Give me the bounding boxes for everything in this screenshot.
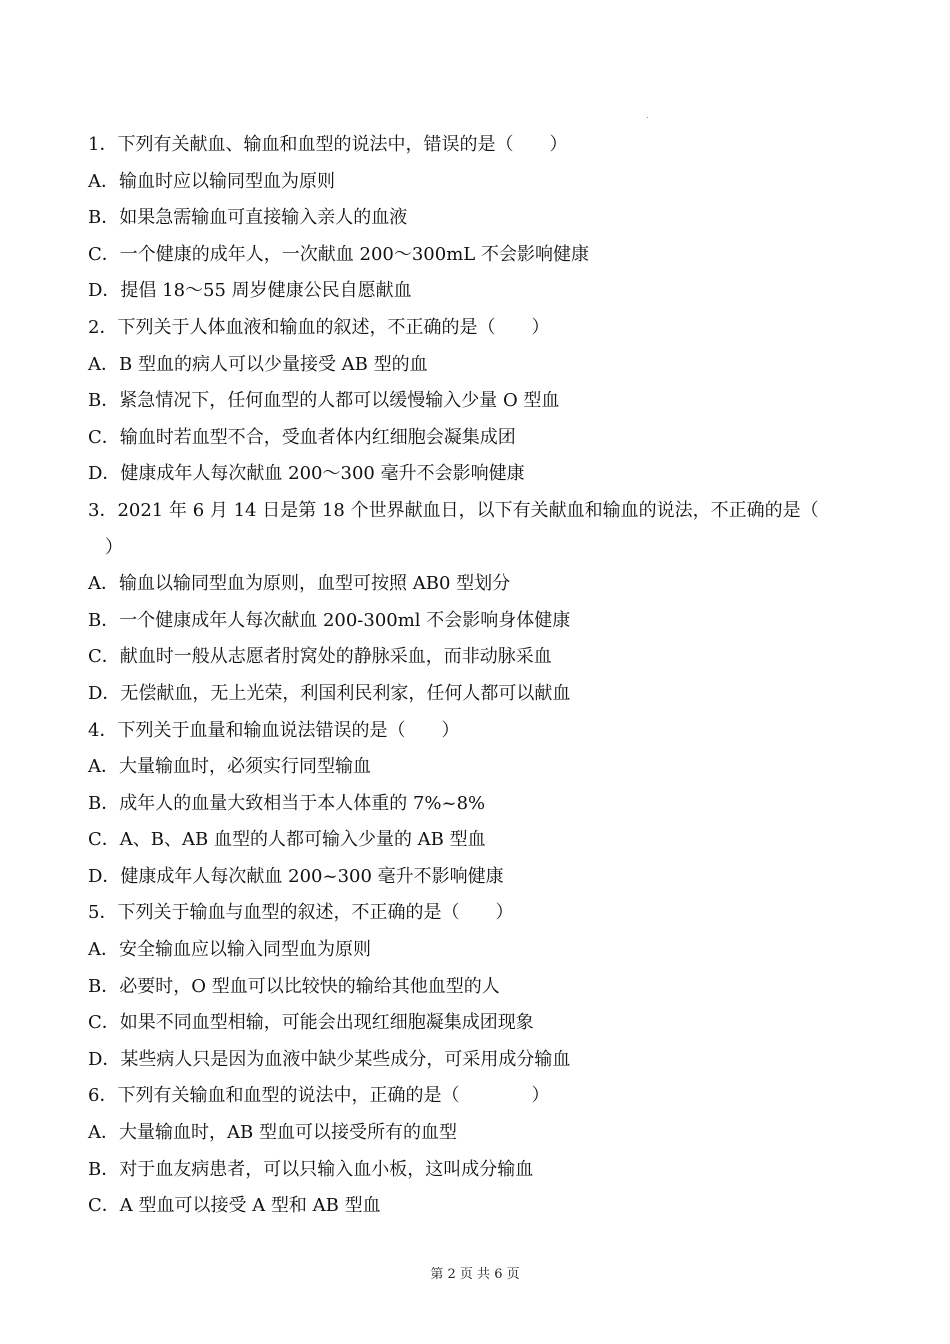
question-1-option-d: D．提倡 18～55 周岁健康公民自愿献血 <box>88 280 412 302</box>
question-5-option-b: B．必要时，O 型血可以比较快的输给其他血型的人 <box>88 975 500 997</box>
question-list <box>88 127 838 1225</box>
question-6-option-c: C．A 型血可以接受 A 型和 AB 型血 <box>88 1195 381 1217</box>
page-footer: 第 2 页 共 6 页 <box>430 1267 520 1282</box>
question-5-option-a: A．安全输血应以输入同型血为原则 <box>88 939 371 961</box>
question-4-option-c: C．A、B、AB 血型的人都可输入少量的 AB 型血 <box>88 829 486 851</box>
question-1-option-b: B．如果急需输血可直接输入亲人的血液 <box>88 207 408 229</box>
question-1-option-a: A．输血时应以输同型血为原则 <box>88 170 335 192</box>
question-3-stem: 3．2021 年 6 月 14 日是第 18 个世界献血日，以下有关献血和输血的说法，不正确的是（ <box>88 499 819 521</box>
question-2-option-a: A．B 型血的病人可以少量接受 AB 型的血 <box>88 353 428 375</box>
question-4-option-b: B．成年人的血量大致相当于本人体重的 7%~8% <box>88 792 486 814</box>
corner-mark: . <box>646 111 649 120</box>
question-2-option-c: C．输血时若血型不合，受血者体内红细胞会凝集成团 <box>88 426 516 448</box>
question-3-option-b: B．一个健康成年人每次献血 200-300ml 不会影响身体健康 <box>88 609 571 631</box>
question-5-stem: 5．下列关于输血与血型的叙述，不正确的是（ ） <box>88 902 514 924</box>
question-4-stem: 4．下列关于血量和输血说法错误的是（ ） <box>88 719 460 741</box>
question-2-stem: 2．下列关于人体血液和输血的叙述，不正确的是（ ） <box>88 316 550 338</box>
question-6-option-a: A．大量输血时，AB 型血可以接受所有的血型 <box>88 1122 457 1144</box>
question-2-option-d: D．健康成年人每次献血 200～300 毫升不会影响健康 <box>88 463 525 485</box>
question-1-stem: 1．下列有关献血、输血和血型的说法中，错误的是（ ） <box>88 134 568 155</box>
question-3-stem-continuation: ） <box>105 536 123 558</box>
question-3-option-a: A．输血以输同型血为原则，血型可按照 AB0 型划分 <box>88 573 511 595</box>
question-5-option-d: D．某些病人只是因为血液中缺少某些成分，可采用成分输血 <box>88 1048 571 1070</box>
question-6-option-b: B．对于血友病患者，可以只输入血小板，这叫成分输血 <box>88 1158 534 1180</box>
question-4-option-a: A．大量输血时，必须实行同型输血 <box>88 756 371 778</box>
question-2-option-b: B．紧急情况下，任何血型的人都可以缓慢输入少量 O 型血 <box>88 390 560 412</box>
question-6-stem: 6．下列有关输血和血型的说法中，正确的是（ ） <box>88 1085 550 1107</box>
question-5-option-c: C．如果不同血型相输，可能会出现红细胞凝集成团现象 <box>88 1012 534 1034</box>
question-3-option-c: C．献血时一般从志愿者肘窝处的静脉采血，而非动脉采血 <box>88 646 552 668</box>
question-4-option-d: D．健康成年人每次献血 200~300 毫升不影响健康 <box>88 865 504 887</box>
question-1-option-c: C．一个健康的成年人，一次献血 200～300mL 不会影响健康 <box>88 243 589 265</box>
question-3-option-d: D．无偿献血，无上光荣，利国利民利家，任何人都可以献血 <box>88 682 571 704</box>
